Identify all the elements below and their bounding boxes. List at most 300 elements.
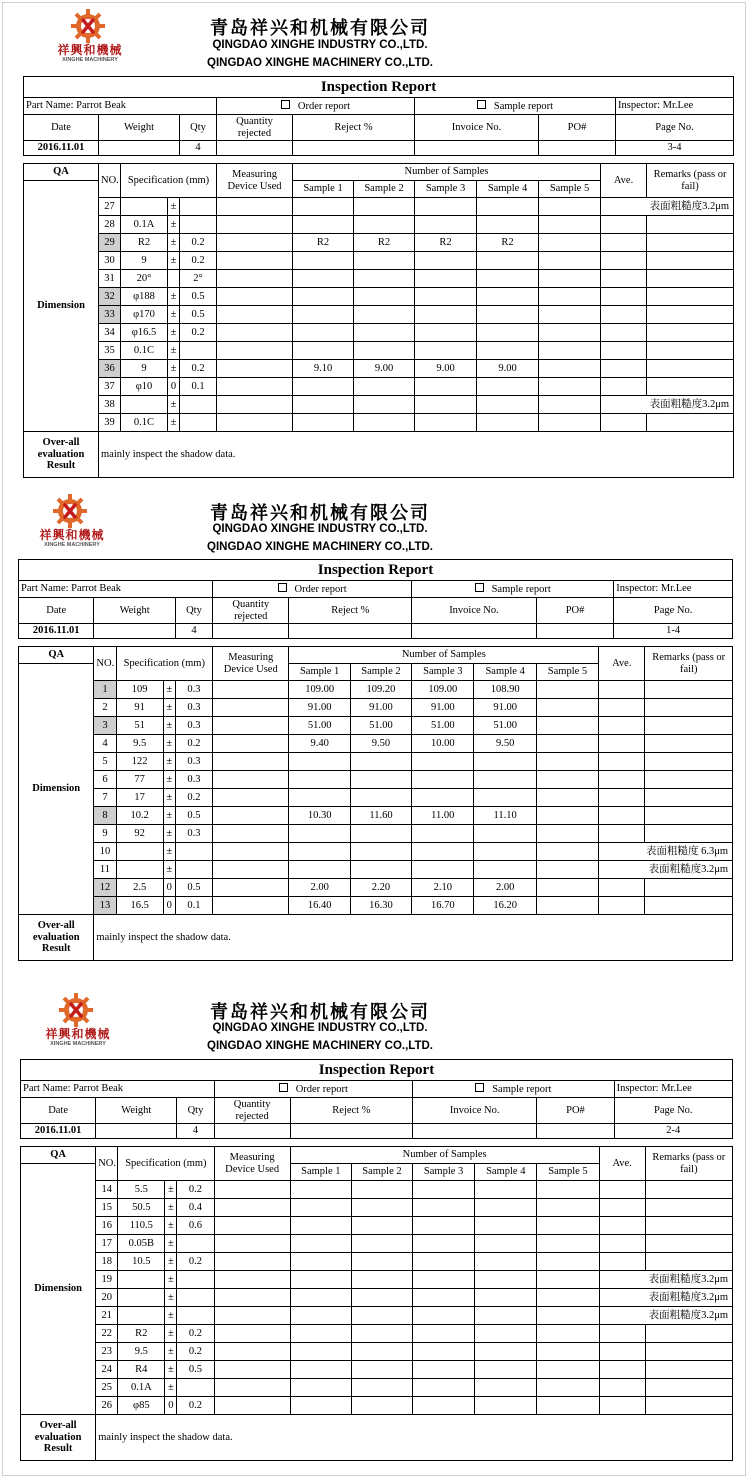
sample-value: 9.00 [354, 360, 415, 378]
row-number: 24 [96, 1361, 118, 1379]
tolerance-sign: ± [165, 1289, 177, 1307]
row-number: 18 [96, 1253, 118, 1271]
sample-value [351, 1379, 412, 1397]
tolerance-value: 0.5 [175, 807, 212, 825]
tolerance-value [180, 198, 217, 216]
po-value [539, 141, 616, 156]
order-report-option[interactable] [214, 1081, 413, 1098]
sample-5-value [539, 198, 601, 216]
sample-3-header: Sample 3 [412, 664, 474, 681]
report-title: Inspection Report [24, 77, 734, 98]
sample-report-checkbox[interactable] [475, 1083, 484, 1092]
tolerance-sign: ± [163, 717, 175, 735]
sample-5-value [537, 1271, 599, 1289]
sample-value [293, 252, 354, 270]
sample-5-header: Sample 5 [536, 664, 598, 681]
sample-5-value [536, 897, 598, 915]
tolerance-sign: ± [163, 825, 175, 843]
ave-value [599, 879, 645, 897]
table-row [19, 789, 733, 807]
measuring-device-cell [213, 807, 289, 825]
sample-value: 51.00 [289, 717, 350, 735]
row-number: 31 [99, 270, 121, 288]
tolerance-value: 0.2 [180, 252, 217, 270]
measuring-device-cell [213, 681, 289, 699]
row-number: 28 [99, 216, 121, 234]
sample-5-value [536, 879, 598, 897]
ave-value [601, 324, 647, 342]
sample-value [351, 1217, 412, 1235]
sample-5-value [539, 252, 601, 270]
sample-2-header: Sample 2 [354, 181, 415, 198]
spec-value [118, 1289, 165, 1307]
sample-5-value [536, 735, 598, 753]
spec-value: 109 [116, 681, 163, 699]
table-row [19, 861, 733, 879]
table-row [24, 198, 734, 216]
sample-value: 91.00 [412, 699, 474, 717]
spec-value: 91 [116, 699, 163, 717]
remark-value [647, 378, 734, 396]
row-number: 10 [94, 843, 116, 861]
sample-value [293, 414, 354, 432]
tolerance-value: 0.2 [177, 1397, 214, 1415]
tolerance-value: 0.3 [175, 699, 212, 717]
qty-value: 4 [177, 1124, 214, 1139]
measuring-device-cell [217, 216, 293, 234]
remark-value [645, 735, 733, 753]
tolerance-value: 0.5 [177, 1361, 214, 1379]
spec-value: 0.1A [121, 216, 168, 234]
row-number: 19 [96, 1271, 118, 1289]
sample-5-value [536, 789, 598, 807]
spec-value: 20° [121, 270, 168, 288]
table-row [24, 306, 734, 324]
ave-value [599, 681, 645, 699]
measuring-device-cell [214, 1325, 290, 1343]
table-row [21, 1199, 733, 1217]
sample-value [477, 270, 539, 288]
ave-value [601, 342, 647, 360]
ave-value [599, 825, 645, 843]
sample-value [290, 1217, 351, 1235]
sample-value: R2 [293, 234, 354, 252]
measuring-device-cell [213, 753, 289, 771]
sample-value: 10.30 [289, 807, 350, 825]
remark-value [645, 753, 733, 771]
order-report-checkbox[interactable] [278, 583, 287, 592]
spec-value [116, 843, 163, 861]
tolerance-value: 0.1 [180, 378, 217, 396]
table-row [21, 1217, 733, 1235]
tolerance-sign: ± [168, 324, 180, 342]
weight-header: Weight [96, 1098, 177, 1124]
sample-value [477, 324, 539, 342]
sample-5-value [539, 414, 601, 432]
sample-value [351, 1181, 412, 1199]
measuring-device-cell [217, 342, 293, 360]
sample-value [351, 1271, 412, 1289]
order-report-option[interactable] [213, 581, 412, 598]
ave-value [599, 897, 645, 915]
sample-value [477, 396, 539, 414]
sample-5-value [539, 306, 601, 324]
table-row [19, 699, 733, 717]
sample-value [290, 1253, 351, 1271]
page-no-header: Page No. [614, 1098, 732, 1124]
company-name-cn: 青岛祥兴和机械有限公司 [210, 503, 430, 524]
specification-header: Specification (mm) [118, 1147, 214, 1181]
tolerance-sign: ± [165, 1235, 177, 1253]
row-number: 9 [94, 825, 116, 843]
row-number: 14 [96, 1181, 118, 1199]
sample-value [351, 1307, 412, 1325]
quantity-rejected-header: Quantity rejected [214, 1098, 290, 1124]
sample-value [415, 198, 477, 216]
sample-5-value [537, 1307, 599, 1325]
row-number: 29 [99, 234, 121, 252]
sample-value [413, 1181, 475, 1199]
report-info-table [18, 559, 733, 639]
remark-value [645, 681, 733, 699]
qty-header: Qty [175, 598, 212, 624]
tolerance-sign: ± [163, 861, 175, 879]
sample-value: 16.70 [412, 897, 474, 915]
row-number: 33 [99, 306, 121, 324]
sample-value [413, 1271, 475, 1289]
weight-header: Weight [94, 598, 175, 624]
measuring-device-cell [213, 735, 289, 753]
remark-value [645, 825, 733, 843]
sample-5-header: Sample 5 [539, 181, 601, 198]
inspector: Inspector: Mr.Lee [614, 1081, 732, 1098]
company-logo [32, 493, 112, 553]
table-row [21, 1325, 733, 1343]
measuring-device-header: Measuring Device Used [214, 1147, 290, 1181]
overall-evaluation-label: Over-all evaluation Result [19, 915, 94, 961]
sample-5-value [539, 234, 601, 252]
spec-value: R2 [121, 234, 168, 252]
sample-5-value [537, 1343, 599, 1361]
sample-report-option[interactable] [412, 581, 614, 598]
sample-value: 16.20 [474, 897, 536, 915]
remark-value [645, 1199, 732, 1217]
ave-value [599, 1343, 645, 1361]
quantity-rejected-header: Quantity rejected [217, 115, 293, 141]
sample-3-header: Sample 3 [415, 181, 477, 198]
sample-value [290, 1181, 351, 1199]
sample-report-checkbox[interactable] [475, 583, 484, 592]
spec-value: 77 [116, 771, 163, 789]
sample-report-checkbox[interactable] [477, 100, 486, 109]
order-report-checkbox[interactable] [279, 1083, 288, 1092]
measuring-device-cell [214, 1217, 290, 1235]
page-no-value: 1-4 [614, 624, 733, 639]
measuring-device-header: Measuring Device Used [217, 164, 293, 198]
weight-header: Weight [99, 115, 180, 141]
row-number: 38 [99, 396, 121, 414]
date-value: 2016.11.01 [19, 624, 94, 639]
po-header: PO# [539, 115, 616, 141]
tolerance-sign: ± [165, 1307, 177, 1325]
tolerance-value: 0.3 [175, 717, 212, 735]
remark-value: 表面粗糙度3.2μm [601, 396, 734, 414]
logo-text: 祥興和機械 [57, 43, 123, 57]
gear-logo-icon [52, 493, 88, 529]
sample-value: 9.10 [293, 360, 354, 378]
company-name-en-2: QINGDAO XINGHE MACHINERY CO.,LTD. [207, 57, 433, 69]
table-row [21, 1181, 733, 1199]
remark-value [645, 1181, 732, 1199]
sample-5-header: Sample 5 [537, 1164, 599, 1181]
tolerance-value: 0.2 [180, 360, 217, 378]
spec-value: 92 [116, 825, 163, 843]
table-row [24, 234, 734, 252]
order-report-option[interactable] [217, 98, 415, 115]
table-row [21, 1397, 733, 1415]
remark-value [645, 807, 733, 825]
measuring-device-cell [217, 288, 293, 306]
row-number: 37 [99, 378, 121, 396]
tolerance-sign [168, 270, 180, 288]
tolerance-sign: ± [163, 735, 175, 753]
measuring-device-cell [214, 1253, 290, 1271]
sample-value [354, 324, 415, 342]
remark-value [645, 1217, 732, 1235]
table-row [19, 825, 733, 843]
sample-5-value [536, 771, 598, 789]
tolerance-value: 0.4 [177, 1199, 214, 1217]
company-header [0, 485, 750, 559]
order-report-checkbox[interactable] [281, 100, 290, 109]
sample-value [413, 1235, 475, 1253]
sample-value [293, 324, 354, 342]
tolerance-sign: ± [165, 1199, 177, 1217]
part-name: Part Name: Parrot Beak [19, 581, 213, 598]
report-section [0, 0, 750, 472]
company-header [0, 984, 750, 1058]
sample-value [475, 1253, 537, 1271]
spec-value: φ170 [121, 306, 168, 324]
weight-value [94, 624, 175, 639]
dimension-label: Dimension [21, 1164, 96, 1415]
no-header: NO. [96, 1147, 118, 1181]
measuring-device-cell [213, 717, 289, 735]
sample-value: 9.50 [350, 735, 411, 753]
sample-value [415, 378, 477, 396]
tolerance-sign: 0 [165, 1397, 177, 1415]
sample-value [413, 1343, 475, 1361]
row-number: 25 [96, 1379, 118, 1397]
report-section [0, 485, 750, 955]
number-of-samples-header: Number of Samples [289, 647, 599, 664]
page-no-value: 3-4 [616, 141, 734, 156]
sample-5-value [539, 324, 601, 342]
measuring-device-cell [214, 1199, 290, 1217]
weight-value [99, 141, 180, 156]
sample-value [413, 1253, 475, 1271]
sample-value [290, 1397, 351, 1415]
tolerance-value [177, 1379, 214, 1397]
sample-value [475, 1181, 537, 1199]
sample-value [351, 1289, 412, 1307]
row-number: 32 [99, 288, 121, 306]
reject-pct-value [290, 1124, 412, 1139]
tolerance-sign: ± [163, 843, 175, 861]
sample-5-value [536, 717, 598, 735]
sample-value [413, 1361, 475, 1379]
table-row [24, 252, 734, 270]
remark-value [645, 1343, 732, 1361]
table-row [21, 1289, 733, 1307]
sample-value [412, 825, 474, 843]
row-number: 30 [99, 252, 121, 270]
measuring-device-cell [217, 198, 293, 216]
row-number: 22 [96, 1325, 118, 1343]
ave-value [599, 1253, 645, 1271]
date-header: Date [21, 1098, 96, 1124]
invoice-header: Invoice No. [413, 1098, 537, 1124]
sample-value [354, 396, 415, 414]
remark-value [647, 306, 734, 324]
measuring-device-cell [214, 1379, 290, 1397]
tolerance-sign: 0 [168, 378, 180, 396]
sample-value: 2.20 [350, 879, 411, 897]
remark-value [645, 897, 733, 915]
sample-5-value [536, 843, 598, 861]
logo-subtext: XINGHE MACHINERY [44, 542, 100, 548]
remark-value [645, 1397, 732, 1415]
tolerance-value: 0.1 [175, 897, 212, 915]
spec-value: φ85 [118, 1397, 165, 1415]
measuring-device-cell [217, 324, 293, 342]
remark-value [645, 1379, 732, 1397]
sample-5-value [539, 288, 601, 306]
table-row [24, 378, 734, 396]
tolerance-value: 0.3 [175, 825, 212, 843]
spec-value: 0.05B [118, 1235, 165, 1253]
tolerance-value: 0.2 [177, 1343, 214, 1361]
sample-value [350, 843, 411, 861]
sample-5-value [537, 1253, 599, 1271]
sample-value [351, 1361, 412, 1379]
ave-value [599, 1199, 645, 1217]
sample-value [413, 1325, 475, 1343]
sample-value [293, 306, 354, 324]
inspector: Inspector: Mr.Lee [614, 581, 733, 598]
order-report-label: Order report [294, 583, 347, 595]
tolerance-value: 0.3 [175, 753, 212, 771]
sample-report-option[interactable] [415, 98, 616, 115]
tolerance-value: 0.5 [180, 306, 217, 324]
sample-value [477, 216, 539, 234]
sample-value [351, 1253, 412, 1271]
remark-value [647, 324, 734, 342]
sample-value [350, 825, 411, 843]
order-report-label: Order report [297, 100, 351, 112]
sample-value [354, 216, 415, 234]
sample-3-header: Sample 3 [413, 1164, 475, 1181]
date-header: Date [24, 115, 99, 141]
sample-report-option[interactable] [413, 1081, 615, 1098]
sample-value [351, 1199, 412, 1217]
measuring-device-cell [217, 306, 293, 324]
sample-value [475, 1325, 537, 1343]
sample-value [474, 825, 536, 843]
table-row [19, 879, 733, 897]
sample-value [354, 270, 415, 288]
sample-value [351, 1343, 412, 1361]
remark-value: 表面粗糙度3.2μm [599, 1307, 732, 1325]
row-number: 23 [96, 1343, 118, 1361]
sample-value [354, 378, 415, 396]
ave-value [601, 270, 647, 288]
sample-value [415, 342, 477, 360]
row-number: 21 [96, 1307, 118, 1325]
spec-value: φ16.5 [121, 324, 168, 342]
qa-header: QA [24, 164, 99, 181]
quantity-rejected-value [214, 1124, 290, 1139]
sample-value [289, 825, 350, 843]
ave-value [601, 252, 647, 270]
row-number: 5 [94, 753, 116, 771]
tolerance-sign: ± [163, 699, 175, 717]
sample-value: 16.40 [289, 897, 350, 915]
sample-value [290, 1379, 351, 1397]
sample-value [289, 753, 350, 771]
reject-pct-value [289, 624, 412, 639]
tolerance-value: 2° [180, 270, 217, 288]
tolerance-value: 0.6 [177, 1217, 214, 1235]
remark-value [647, 216, 734, 234]
tolerance-sign: ± [168, 198, 180, 216]
sample-value: 108.90 [474, 681, 536, 699]
measuring-device-cell [214, 1397, 290, 1415]
logo-subtext: XINGHE MACHINERY [62, 57, 118, 63]
spec-value: 51 [116, 717, 163, 735]
report-info-table [20, 1059, 733, 1139]
spec-value: 9.5 [116, 735, 163, 753]
sample-value [477, 198, 539, 216]
measuring-device-cell [214, 1181, 290, 1199]
row-number: 16 [96, 1217, 118, 1235]
row-number: 12 [94, 879, 116, 897]
sample-value [415, 288, 477, 306]
tolerance-sign: ± [168, 396, 180, 414]
remarks-header: Remarks (pass or fail) [645, 1147, 732, 1181]
measuring-device-cell [217, 270, 293, 288]
sample-value [354, 198, 415, 216]
measurement-table [18, 646, 733, 961]
table-row [24, 270, 734, 288]
sample-value [477, 414, 539, 432]
company-logo [38, 992, 118, 1052]
sample-value [350, 789, 411, 807]
sample-value [350, 771, 411, 789]
spec-value: 0.1C [121, 342, 168, 360]
ave-value [599, 735, 645, 753]
sample-value [413, 1217, 475, 1235]
sample-value [474, 861, 536, 879]
remark-value [645, 699, 733, 717]
sample-value: 10.00 [412, 735, 474, 753]
tolerance-value [175, 861, 212, 879]
tolerance-value: 0.3 [175, 771, 212, 789]
qty-value: 4 [175, 624, 212, 639]
qa-header: QA [19, 647, 94, 664]
sample-1-header: Sample 1 [293, 181, 354, 198]
spec-value: 50.5 [118, 1199, 165, 1217]
